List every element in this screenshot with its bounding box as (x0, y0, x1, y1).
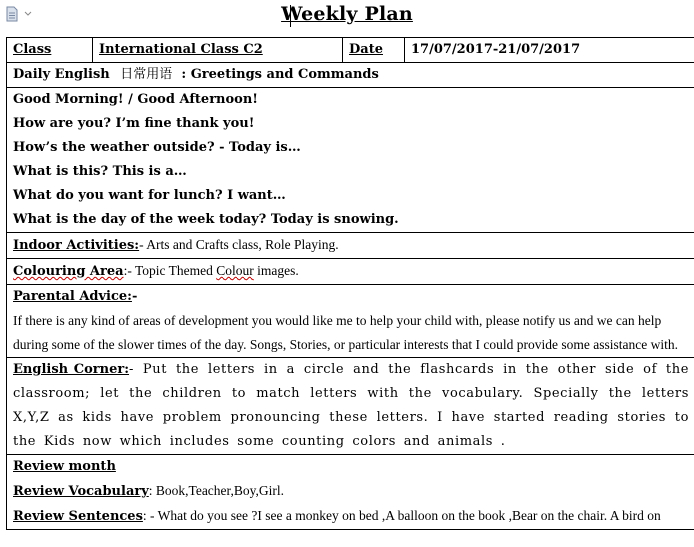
class-value: International Class C2 (93, 38, 343, 63)
phrase-line: What is the day of the week today? Today is snowing. (13, 212, 399, 227)
colouring-row (7, 259, 694, 285)
daily-english-chinese: 日常用语 (120, 67, 173, 82)
review-vocab-text: : Book,Teacher,Boy,Girl. (148, 483, 284, 498)
parental-row (7, 285, 694, 358)
phrase-line: What is this? This is a… (13, 164, 187, 179)
parental-label-suffix: - (131, 289, 138, 304)
colouring-text-post: images. (253, 263, 299, 278)
indoor-row (7, 233, 694, 259)
greetings-row (7, 88, 694, 233)
class-label: Class (7, 38, 93, 63)
review-vocab-label: Review Vocabulary (13, 484, 149, 499)
weekly-plan-table (6, 37, 694, 530)
phrase-line: How’s the weather outside? - Today is… (13, 140, 301, 155)
review-row (7, 455, 694, 530)
indoor-label: Indoor Activities: (13, 238, 140, 253)
phrase-line: Good Morning! / Good Afternoon! (13, 92, 258, 107)
date-label: Date (343, 38, 405, 63)
parental-label: Parental Advice: (13, 289, 132, 304)
review-sentences-label: Review Sentences (13, 509, 143, 524)
colouring-text-wavy: Colour (216, 263, 254, 278)
page-title: Weekly Plan (281, 3, 413, 25)
parental-text: If there is any kind of areas of development you would like me to help your child with, please notify us and we can help during some of the slower times of the day. Songs, Stories, or particular interests that I could provide some assistance with. (13, 313, 678, 352)
english-corner-text: - Put the letters in a circle and the flashcards in the other side of the classroom; let the children to match letters with the vocabulary. Specially the letters X,Y,Z as kids have problem pronouncing these letters. I have started reading stories to the Kids now which includes some counting colors and animals . (13, 362, 689, 449)
date-value: 17/07/2017-21/07/2017 (405, 38, 694, 63)
english-corner-label: English Corner: (13, 362, 130, 377)
colouring-label: Colouring Area (13, 264, 124, 279)
review-month-label: Review month (13, 459, 116, 474)
daily-english-row (7, 63, 694, 88)
colouring-text-pre: :- Topic Themed (123, 263, 217, 278)
review-sentences-text: : - What do you see ?I see a monkey on bed ,A balloon on the book ,Bear on the chair. A bird on (142, 508, 661, 523)
header-row (7, 38, 694, 63)
daily-english-label: Daily English (13, 67, 110, 82)
english-corner-row (7, 358, 694, 455)
phrase-line: What do you want for lunch? I want… (13, 188, 286, 203)
indoor-text: - Arts and Crafts class, Role Playing. (139, 237, 339, 252)
daily-english-topic: : Greetings and Commands (176, 67, 379, 82)
phrase-line: How are you? I’m fine thank you! (13, 116, 255, 131)
